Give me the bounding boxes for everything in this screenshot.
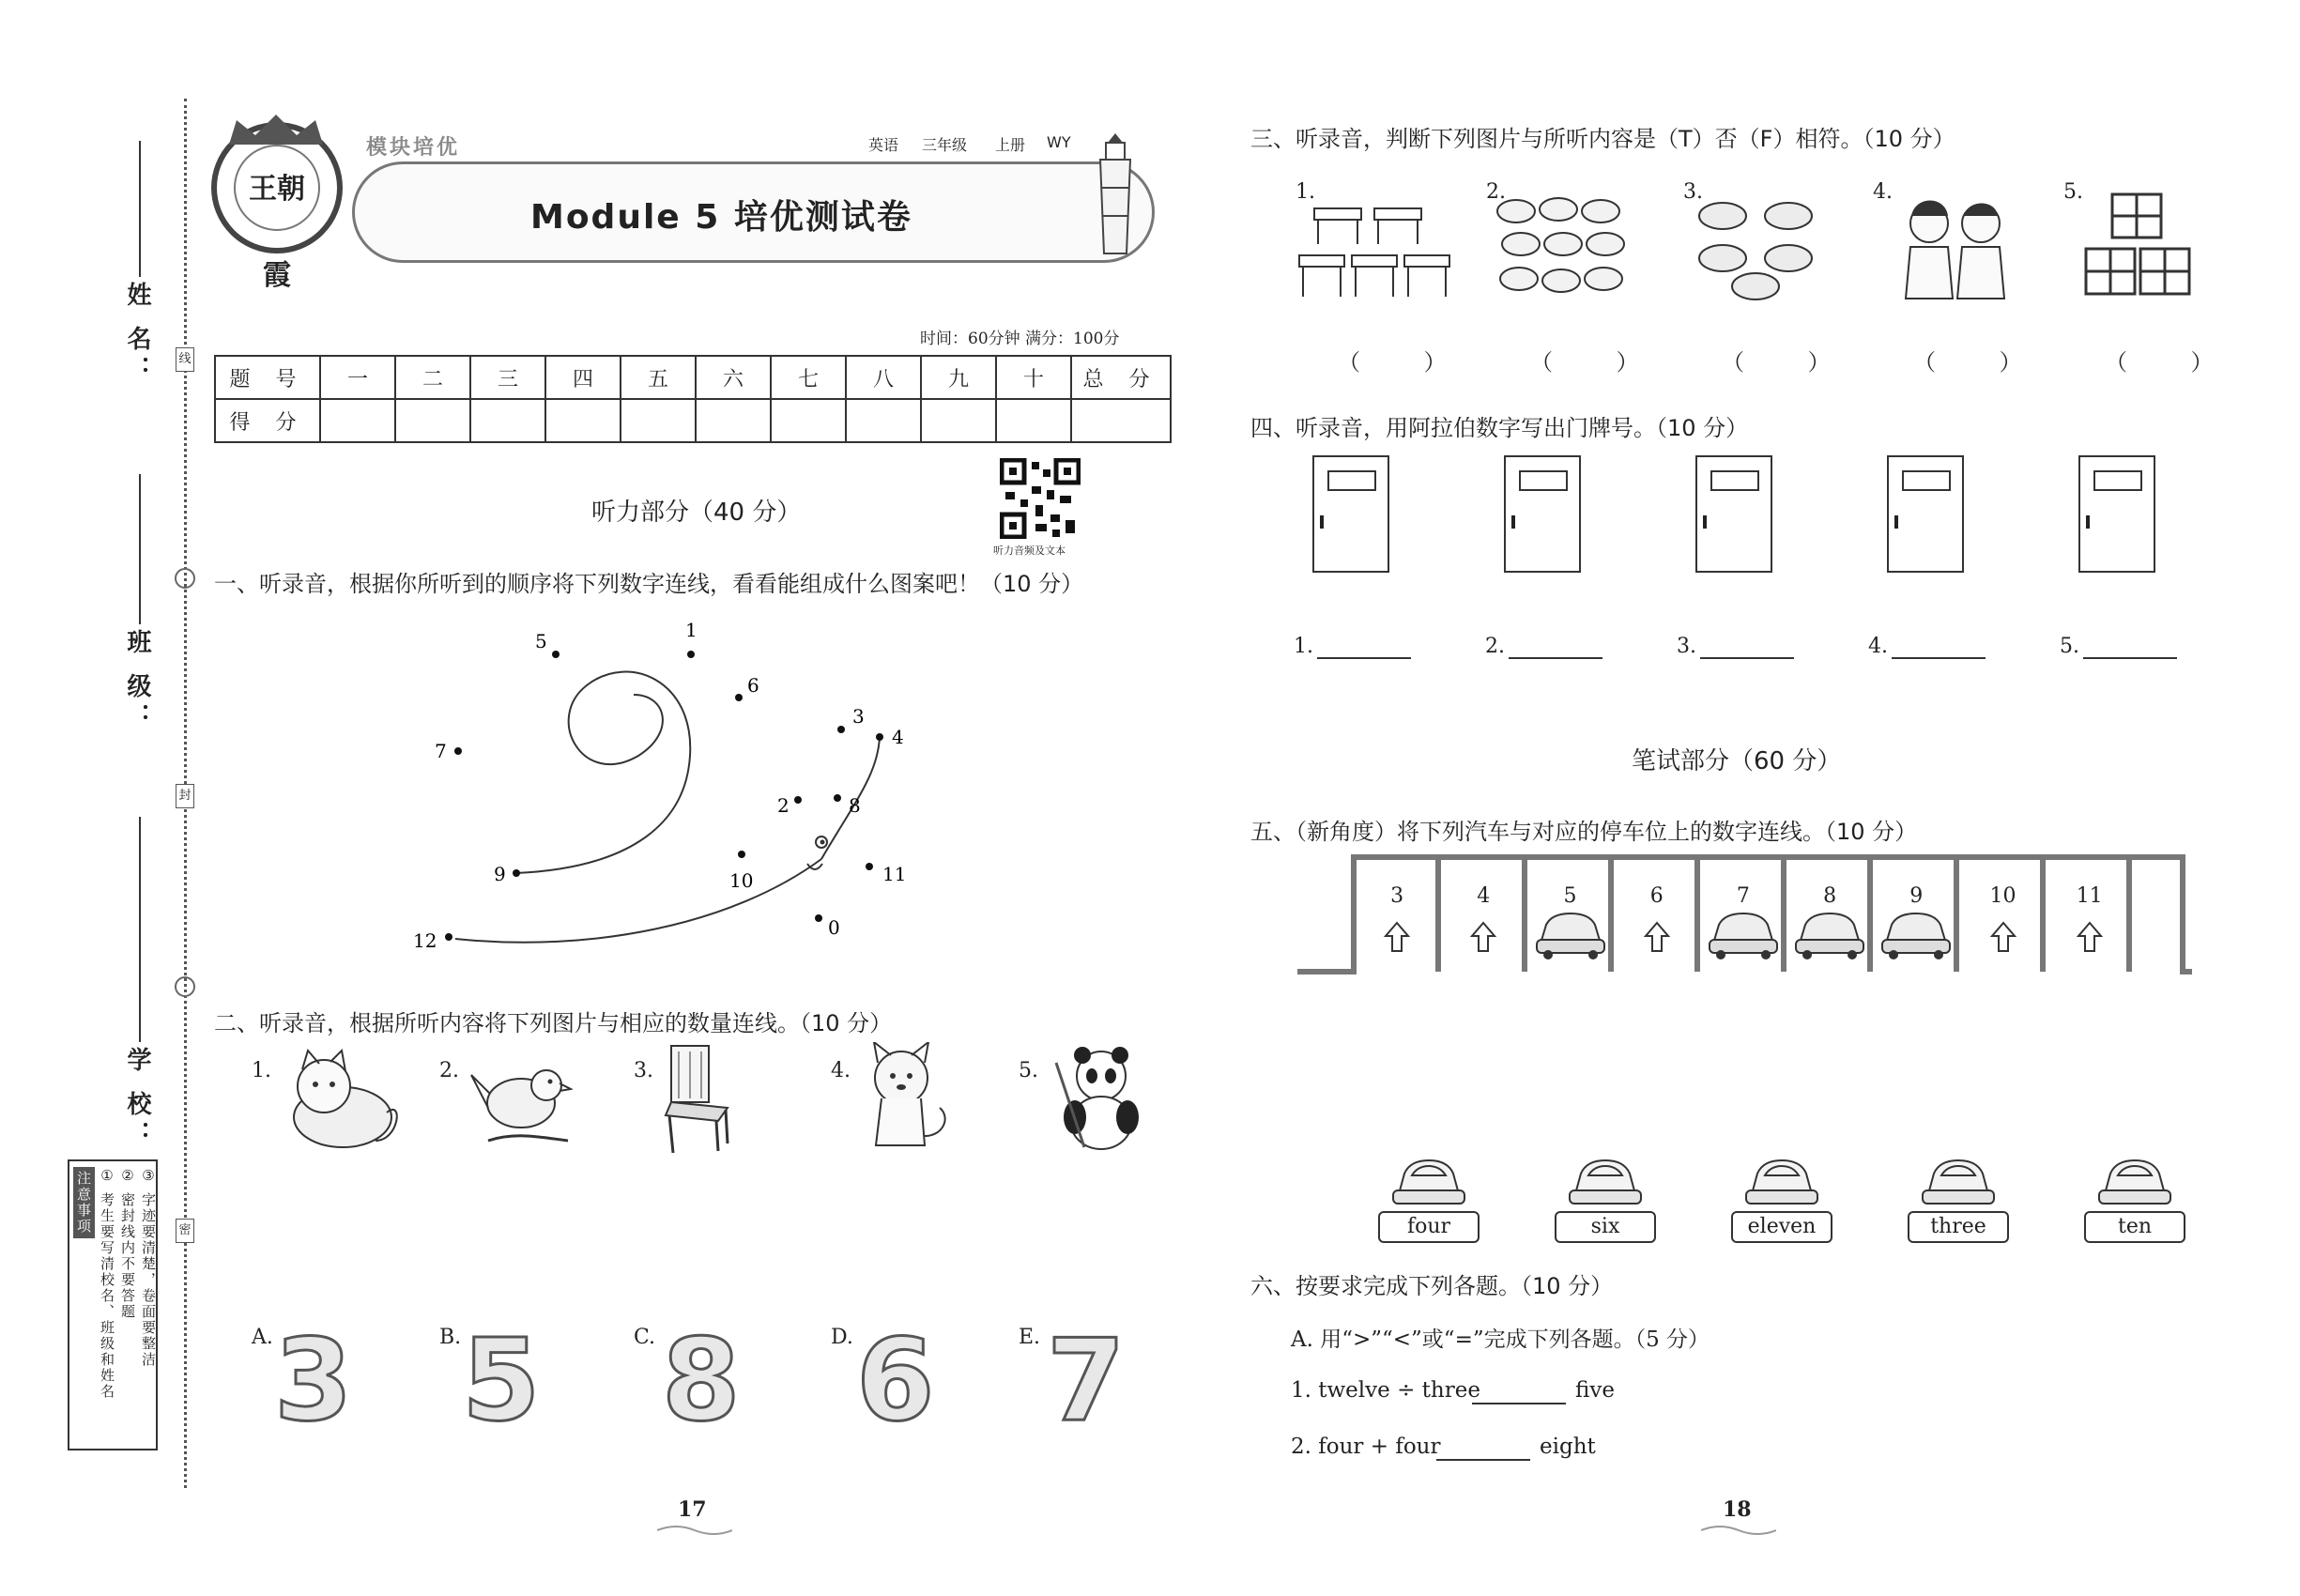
volume: 上册 [995,136,1026,154]
q4-instruction: 四、听录音，用阿拉伯数字写出门牌号。（10 分） [1250,415,1749,441]
score-input[interactable] [545,399,621,442]
qr-code-icon[interactable] [1000,458,1081,539]
q4-label: 4. [1868,635,1888,658]
page-wave-icon [1701,1523,1776,1536]
parking-slot-11[interactable]: 11 [2076,884,2103,908]
door-number-input[interactable] [1892,657,1986,659]
q2-pic-label: 1. [252,1059,271,1082]
car-word-six[interactable]: six [1555,1211,1656,1243]
bird-icon[interactable] [469,1051,573,1150]
score-cell: 得 分 [215,399,320,442]
q6-instruction: 六、按要求完成下列各题。（10 分） [1250,1273,1614,1299]
hats-icon[interactable] [1493,192,1648,305]
panda-icon[interactable] [1047,1044,1145,1152]
page-wave-icon [657,1523,732,1536]
door-number-input[interactable] [1317,657,1411,659]
parking-slot-6[interactable]: 6 [1649,884,1664,908]
dot-7[interactable] [435,740,462,762]
q3-label: 1. [1296,180,1315,204]
q6-item-left: 2. four + four [1291,1435,1441,1459]
score-input[interactable] [395,399,470,442]
edition: WY [1047,133,1071,151]
q6-item-right: eight [1540,1435,1596,1459]
q3-label: 3. [1683,180,1703,204]
score-input[interactable] [621,399,696,442]
q2-letter-label: D. [831,1326,853,1349]
number-option[interactable]: 3 [274,1316,353,1447]
score-input[interactable] [1071,399,1171,442]
score-header-row [215,356,1171,399]
door-icon [1887,455,1964,573]
children-icon[interactable] [1887,195,2028,303]
arrow-up-icon [1619,906,1694,962]
car-icon [1389,1153,1468,1209]
number-option[interactable]: 6 [856,1316,935,1447]
seal-tag-secret: 密 [176,1219,194,1243]
seal-tag-seal: 封 [176,784,194,808]
svg-text:9: 9 [494,863,506,885]
chair-icon[interactable] [662,1042,737,1155]
dog-icon[interactable] [859,1042,953,1153]
dot-4[interactable] [876,726,904,748]
parking-slot-4[interactable]: 4 [1477,884,1491,908]
answer-blank[interactable]: （ ） [1338,349,1475,376]
dot-12[interactable] [413,929,452,952]
car-word-four[interactable]: four [1378,1211,1480,1243]
dot-9[interactable] [494,863,520,885]
q2-letter-label: E. [1019,1326,1041,1349]
dot-3[interactable] [837,705,865,733]
dot-0[interactable] [815,914,840,939]
dot-11[interactable] [866,863,906,885]
score-cell: 三 [470,356,545,399]
q5-instruction: 五、（新角度）将下列汽车与对应的停车位上的数字连线。（10 分） [1250,819,1918,845]
arrow-up-icon [1446,906,1521,962]
desks-icon[interactable] [1297,199,1452,302]
score-table [214,355,1172,443]
car-icon [2095,1153,2174,1209]
svg-text:7: 7 [435,740,447,762]
score-cell: 九 [921,356,996,399]
grade: 三年级 [922,136,968,154]
door-icon [1312,455,1389,573]
number-option[interactable]: 7 [1047,1316,1126,1447]
comparison-input[interactable] [1436,1459,1530,1461]
score-cell: 总 分 [1071,356,1171,399]
parking-slot-8[interactable]: 8 [1823,884,1837,908]
svg-text:5: 5 [535,630,547,652]
note-item: ① 考生要写清校名、班级和姓名 [99,1167,115,1400]
answer-blank[interactable]: （ ） [1722,349,1859,376]
school-line [139,817,141,1042]
q2-instruction: 二、听录音，根据所听内容将下列图片与相应的数量连线。（10 分） [214,1010,893,1036]
dot-1[interactable] [685,619,698,658]
q3-label: 4. [1873,180,1893,204]
class-line [139,474,141,624]
parked-car-icon [1792,906,1867,962]
seal-tag-line: 线 [176,347,194,372]
name-label: 姓 名： [123,282,151,387]
qr-caption: 听力音频及文本 [993,545,1066,557]
q4-label: 2. [1485,635,1505,658]
subject: 英语 [868,136,899,154]
answer-blank[interactable]: （ ） [1913,349,2050,376]
lighthouse-icon [1087,131,1143,258]
dot-2[interactable] [777,794,802,817]
score-cell: 十 [996,356,1071,399]
door-knob [1320,515,1324,529]
score-cell: 题 号 [215,356,320,399]
q3-instruction: 三、听录音，判断下列图片与所听内容是（T）否（F）相符。（10 分） [1250,126,1955,152]
score-input[interactable] [320,399,395,442]
svg-text:2: 2 [777,794,790,817]
score-cell: 八 [846,356,921,399]
svg-text:12: 12 [413,929,437,952]
car-icon [1566,1153,1645,1209]
svg-text:6: 6 [747,674,759,697]
q3-label: 2. [1486,180,1506,204]
page-title: Module 5 培优测试卷 [530,198,912,237]
cat-icon[interactable] [282,1047,404,1155]
answer-blank[interactable]: （ ） [1530,349,1667,376]
door-number-input[interactable] [2083,657,2177,659]
q2-pic-label: 2. [439,1059,459,1082]
parked-car-icon [1706,906,1781,962]
time-info: 时间：60分钟 满分：100分 [920,330,1120,348]
q2-pic-label: 5. [1019,1059,1038,1082]
svg-text:0: 0 [828,916,840,939]
door-number-plate [2093,470,2142,491]
parking-slot-7[interactable]: 7 [1736,884,1750,908]
parking-slot-9[interactable]: 9 [1909,884,1924,908]
q4-label: 3. [1677,635,1696,658]
score-input[interactable] [696,399,771,442]
arrow-up-icon [1359,906,1434,962]
arrow-up-icon [1966,906,2041,962]
class-label: 班 级： [123,629,151,734]
car-icon [1919,1153,1998,1209]
door-knob [2086,515,2090,529]
svg-text:10: 10 [729,869,754,892]
door-number-input[interactable] [1509,657,1602,659]
score-input[interactable] [470,399,545,442]
parking-slot-3[interactable]: 3 [1390,884,1404,908]
score-cell: 四 [545,356,621,399]
svg-text:8: 8 [849,794,861,817]
comparison-input[interactable] [1472,1403,1566,1404]
connect-dots-figure[interactable] [404,615,929,962]
door-knob [1511,515,1515,529]
door-number-plate [1327,470,1376,491]
score-cell: 一 [320,356,395,399]
chameleons-icon[interactable] [1690,192,1831,305]
score-input[interactable] [996,399,1071,442]
door-knob [1703,515,1707,529]
dot-10[interactable] [729,851,753,892]
score-input[interactable] [921,399,996,442]
q6-item-left: 1. twelve ÷ three [1291,1378,1480,1403]
svg-text:4: 4 [892,726,904,748]
score-cell: 七 [771,356,846,399]
page-number-right: 18 [1723,1497,1752,1522]
exam-notes [68,1159,158,1450]
door-icon [1504,455,1581,573]
score-input[interactable] [846,399,921,442]
q2-pic-label: 4. [831,1059,851,1082]
number-option[interactable]: 8 [662,1316,741,1447]
written-title: 笔试部分（60 分） [1632,747,1842,775]
number-option[interactable]: 5 [462,1316,541,1447]
page-number-left: 17 [678,1497,707,1522]
binding-hole-icon [175,976,195,997]
door-icon [1695,455,1772,573]
note-item: ③ 字迹要清楚，卷面要整洁 [140,1167,157,1368]
q6-part-a: A. 用“>”“<”或“=”完成下列各题。（5 分） [1291,1327,1710,1352]
name-line [139,141,141,277]
windows-icon[interactable] [2082,192,2195,300]
q4-label: 5. [2060,635,2079,658]
q2-pic-label: 3. [634,1059,653,1082]
svg-text:3: 3 [852,705,865,728]
dot-5[interactable] [535,630,560,658]
arrow-up-icon [2052,906,2127,962]
svg-text:11: 11 [882,863,907,885]
score-cell: 二 [395,356,470,399]
answer-blank[interactable]: （ ） [2105,349,2242,376]
logo-text: 王朝霞 [234,145,320,231]
q3-label: 5. [2063,180,2083,204]
door-number-plate [1710,470,1759,491]
q4-label: 1. [1294,635,1313,658]
door-number-plate [1519,470,1568,491]
parked-car-icon [1878,906,1954,962]
score-input[interactable] [771,399,846,442]
car-word-three[interactable]: three [1908,1211,2009,1243]
q2-letter-label: A. [252,1326,273,1349]
q2-letter-label: C. [634,1326,656,1349]
car-word-ten[interactable]: ten [2084,1211,2185,1243]
door-knob [1894,515,1898,529]
score-cell: 五 [621,356,696,399]
crown-icon [223,111,329,148]
listening-title: 听力部分（40 分） [591,499,802,527]
door-number-input[interactable] [1700,657,1794,659]
door-number-plate [1902,470,1951,491]
car-word-eleven[interactable]: eleven [1731,1211,1832,1243]
section-marker-icon [176,568,196,589]
score-cell: 六 [696,356,771,399]
notes-header: 注意事项 [73,1167,95,1238]
q1-instruction: 一、听录音，根据你所听到的顺序将下列数字连线，看看能组成什么图案吧！（10 分） [214,571,1084,597]
dot-8[interactable] [834,794,861,817]
door-icon [2078,455,2155,573]
score-value-row [215,399,1171,442]
module-tag: 模块培优 [366,136,461,160]
dot-6[interactable] [735,674,759,701]
school-label: 学 校： [123,1047,151,1152]
q2-letter-label: B. [439,1326,462,1349]
parking-slot-10[interactable]: 10 [1989,884,2016,908]
q6-item-right: five [1575,1378,1615,1403]
parked-car-icon [1533,906,1608,962]
parking-slot-5[interactable]: 5 [1563,884,1577,908]
car-icon [1742,1153,1821,1209]
note-item: ② 密封线内不要答题 [119,1167,136,1320]
svg-text:1: 1 [685,619,698,641]
